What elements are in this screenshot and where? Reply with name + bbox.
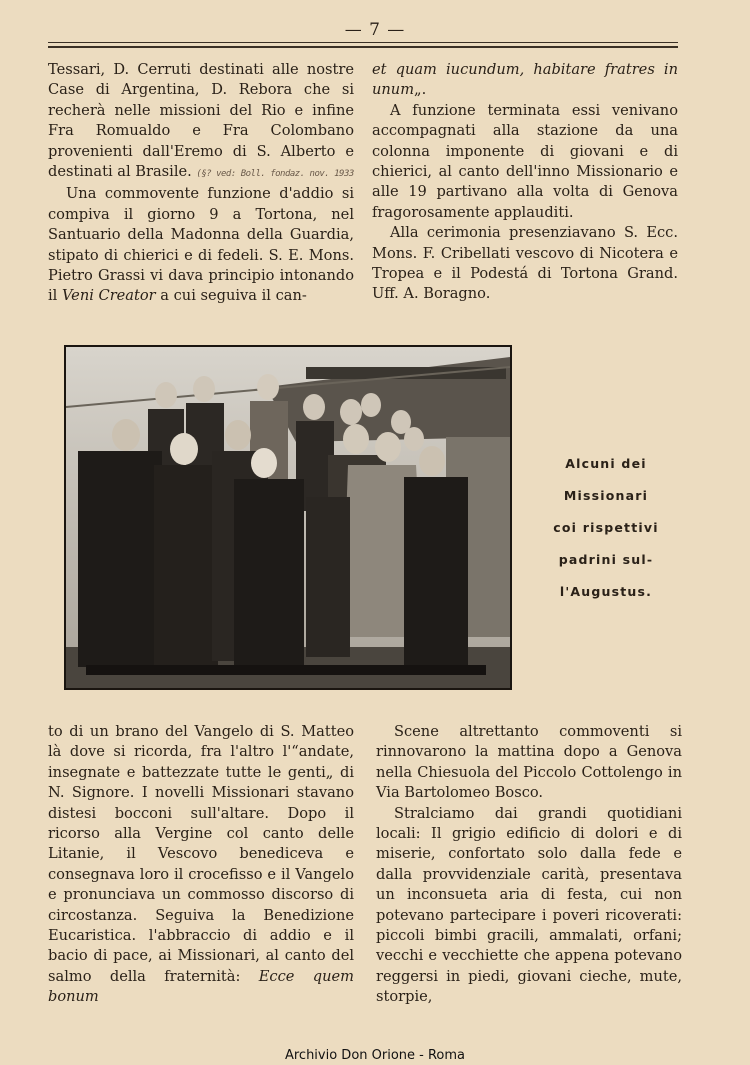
caption-line: l'Augustus. <box>559 584 653 599</box>
paragraph: et quam iucundum, habitare fratres in unum„. <box>372 61 678 99</box>
header-rule-thick <box>48 46 678 48</box>
group-photo <box>64 345 512 690</box>
paragraph: to di un brano del Vangelo di S. Matteo là dove si ricorda, fra l'altro l'“andate, insegnate e battezzate tutte le genti„ di N. Signore. I novelli Missionari stavano distesi bocconi sull'altare. Dopo il ricorso alla Vergine col canto delle Litanie, il Vescovo benediceva e consegnava loro il crocefisso e il Vangelo e pronunciava un commosso discorso di circostanza. Seguiva la Benedizione Eucaristica. l'abbraccio di addio e il bacio di pace, ai Missionari, al canto del salmo della fraternità: Ecce quem bonum <box>48 723 354 1006</box>
header-rule <box>48 42 678 43</box>
caption-line: Missionari <box>563 488 649 503</box>
text-column-bottom-left <box>48 722 354 1008</box>
paragraph: Tessari, D. Cerruti destinati alle nostre Case di Argentina, D. Rebora che si recherà nelle missioni del Rio e infine Fra Romualdo e Fra Colombano provenienti dall'Eremo di S. Alberto e destinati al Brasile. (§? ved: Boll. fondaz. nov. 1933 <box>48 61 354 181</box>
text-column-top-left <box>48 60 354 307</box>
photo-caption <box>536 448 676 608</box>
paragraph: Stralciamo dai grandi quotidiani locali: Il grigio edificio di dolori e di miserie, confortato solo dalla fede e dalla provvidenziale carità, presentava un inconsueta aria di festa, cui non potevano partecipare i poveri ricoverati: piccoli bimbi gracili, ammalati, orfani; vecchi e vecchiette che appena potevano reggersi in piedi, giovani cieche, mute, storpie, <box>376 804 682 1006</box>
paragraph: Scene altrettanto commoventi si rinnovarono la mattina dopo a Genova nella Chiesuola del Piccolo Cottolengo in Via Bartolomeo Bosco. <box>376 723 682 802</box>
page-number: — 7 — <box>344 20 406 40</box>
paragraph: Una commovente funzione d'addio si compiva il giorno 9 a Tortona, nel Santuario della Madonna della Guardia, stipato di chierici e di fedeli. S. E. Mons. Pietro Grassi vi dava principio intonando il Veni Creator a cui seguiva il can- <box>48 185 354 305</box>
caption-line: Alcuni dei <box>565 456 647 471</box>
text-column-bottom-right <box>376 722 682 1008</box>
archive-footer: Archivio Don Orione - Roma <box>284 1048 466 1063</box>
text-column-top-right <box>372 60 678 305</box>
handwritten-note: (§? ved: Boll. fondaz. nov. 1933 <box>196 169 354 180</box>
caption-line: coi rispettivi <box>553 520 659 535</box>
caption-line: padrini sul- <box>558 552 654 567</box>
paragraph: A funzione terminata essi venivano accompagnati alla stazione da una colonna imponente di giovani e di chierici, al canto dell'inno Missionario e alle 19 partivano alla volta di Genova fragorosamente applauditi. <box>372 101 678 221</box>
paragraph: Alla cerimonia presenziavano S. Ecc. Mons. F. Cribellati vescovo di Nicotera e Tropea e il Podestá di Tortona Grand. Uff. A. Boragno. <box>372 224 678 303</box>
